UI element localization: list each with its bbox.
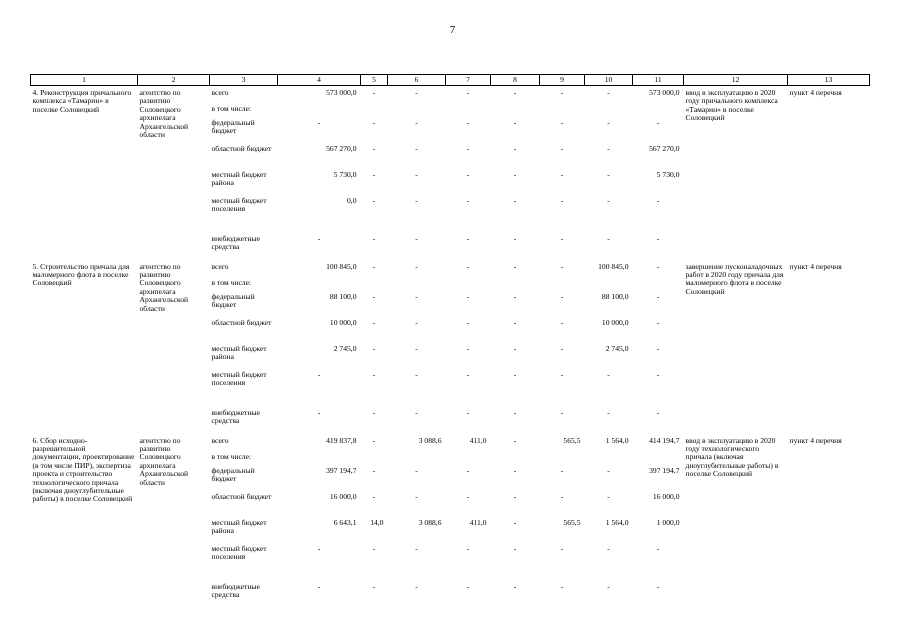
funding-source-label: федеральный бюджет (211, 291, 255, 309)
cell-10: 88 100,0 (601, 291, 629, 301)
cell-10 (585, 278, 633, 292)
cell-10: 100 845,0 (598, 261, 629, 271)
cell-7: - (466, 407, 470, 417)
cell-9: - (560, 491, 564, 501)
cell-4 (278, 452, 361, 466)
project-name: 5. Строительство причала для маломерного флота в поселке Соловецкий (32, 261, 130, 288)
cell-10 (585, 452, 633, 466)
cell-10: - (607, 543, 610, 553)
cell-9: - (560, 369, 564, 379)
budget-table (30, 74, 870, 608)
cell-11: - (656, 581, 660, 591)
cell-6: - (415, 195, 418, 205)
project-agency: агентство по развитию Соловецкого архипелага Архангельской области (139, 261, 189, 313)
cell-7: - (466, 317, 470, 327)
project-reference: пункт 4 перечня (789, 88, 842, 97)
cell-6: - (415, 169, 418, 179)
cell-4: 10 000,0 (329, 317, 357, 327)
cell-6: - (415, 343, 418, 353)
cell-10: - (607, 465, 610, 475)
cell-4: - (317, 543, 321, 553)
cell-4: 88 100,0 (329, 291, 357, 301)
cell-10: 10 000,0 (601, 317, 629, 327)
cell-8: - (513, 88, 517, 97)
cell-11: - (656, 233, 660, 243)
cell-11: - (656, 343, 660, 353)
cell-7: - (466, 169, 470, 179)
cell-11: - (656, 117, 660, 127)
cell-9: 565,5 (563, 517, 581, 527)
cell-8: - (513, 407, 517, 417)
cell-5 (361, 452, 388, 466)
funding-source-label: областной бюджет (211, 491, 272, 501)
cell-9: - (560, 465, 564, 475)
cell-5: - (372, 143, 376, 153)
col-header: 12 (684, 75, 788, 86)
col-header: 9 (540, 75, 585, 86)
cell-9: - (560, 117, 564, 127)
cell-5: - (372, 261, 376, 271)
col-header: 5 (361, 75, 388, 86)
cell-11: 397 194,7 (649, 465, 680, 475)
cell-8: - (513, 233, 517, 243)
cell-7 (446, 104, 491, 118)
col-header: 11 (633, 75, 684, 86)
cell-8: - (513, 195, 517, 205)
cell-10: - (607, 88, 610, 97)
funding-source-label: местный бюджет района (211, 343, 267, 361)
cell-5: - (372, 195, 376, 205)
cell-7: - (466, 465, 470, 475)
cell-11: 573 000,0 (649, 88, 680, 97)
cell-6: - (415, 291, 418, 301)
cell-4: 100 845,0 (326, 261, 357, 271)
cell-10: - (607, 491, 610, 501)
cell-9: - (560, 88, 564, 97)
funding-source-label: в том числе: (211, 451, 252, 461)
cell-7 (446, 452, 491, 466)
col-header: 7 (446, 75, 491, 86)
col-header: 2 (138, 75, 210, 86)
cell-7: - (466, 543, 470, 553)
cell-6 (388, 278, 446, 292)
cell-8: - (513, 543, 517, 553)
cell-4: - (317, 233, 321, 243)
cell-7: 411,0 (469, 517, 487, 527)
cell-9: - (560, 543, 564, 553)
cell-6: - (415, 261, 418, 271)
project-name: 6. Сбор исходно-разрешительной документации, проектирование (в том числе ПИР), экспертиза проекта и строительство технологического причала (включая дноуглубительные работы) в поселке Соловецкий (32, 435, 135, 504)
page-number: 7 (449, 24, 456, 36)
cell-11: 5 730,0 (656, 169, 680, 179)
col-header: 1 (31, 75, 138, 86)
cell-5: 14,0 (370, 517, 384, 527)
cell-10: - (607, 143, 610, 153)
col-header: 6 (388, 75, 446, 86)
cell-8: - (513, 343, 517, 353)
cell-7: - (466, 88, 470, 97)
cell-7: - (466, 233, 470, 243)
cell-6: - (415, 369, 418, 379)
cell-6: 3 088,6 (418, 435, 442, 445)
cell-4: 419 837,8 (326, 435, 357, 445)
project-reference: пункт 4 перечня (789, 261, 842, 271)
cell-9: - (560, 581, 564, 591)
cell-11 (633, 452, 684, 466)
cell-6: - (415, 581, 418, 591)
cell-8: - (513, 317, 517, 327)
funding-source-label: всего (211, 88, 229, 97)
cell-9: 565,5 (563, 435, 581, 445)
cell-7: - (466, 291, 470, 301)
cell-9: - (560, 143, 564, 153)
funding-source-label: всего (211, 261, 229, 271)
cell-9: - (560, 407, 564, 417)
cell-8: - (513, 491, 517, 501)
cell-5: - (372, 317, 376, 327)
cell-11: - (656, 369, 660, 379)
funding-source-label: в том числе: (211, 103, 252, 113)
project-name: 4. Реконструкция причального комплекса «Тамарин» в поселке Соловецкий (32, 88, 132, 114)
cell-4: 6 643,1 (333, 517, 357, 527)
cell-11: 567 270,0 (649, 143, 680, 153)
funding-source-label: в том числе: (211, 277, 252, 287)
funding-source-label: федеральный бюджет (211, 465, 255, 483)
cell-4: 0,0 (347, 195, 357, 205)
cell-5: - (372, 407, 376, 417)
cell-5: - (372, 233, 376, 243)
cell-7 (446, 278, 491, 292)
cell-5 (361, 278, 388, 292)
cell-9: - (560, 291, 564, 301)
cell-8 (491, 278, 540, 292)
cell-8: - (513, 517, 517, 527)
col-header: 3 (210, 75, 278, 86)
cell-4: - (317, 369, 321, 379)
cell-7: - (466, 369, 470, 379)
cell-10: 1 564,0 (605, 435, 629, 445)
cell-5: - (372, 435, 376, 445)
cell-4 (278, 278, 361, 292)
funding-source-label: внебюджетные средства (211, 233, 260, 251)
cell-7: - (466, 143, 470, 153)
cell-4: 567 270,0 (326, 143, 357, 153)
cell-9 (540, 452, 585, 466)
cell-8 (491, 104, 540, 118)
cell-11: - (656, 317, 660, 327)
project-agency: агентство по развитию Соловецкого архипелага Архангельской области (139, 435, 189, 487)
cell-6: - (415, 407, 418, 417)
cell-4: 397 194,7 (326, 465, 357, 475)
cell-6: - (415, 317, 418, 327)
col-header: 8 (491, 75, 540, 86)
cell-5: - (372, 465, 376, 475)
table-row (31, 260, 870, 278)
funding-source-label: местный бюджет поселения (211, 195, 267, 213)
cell-5: - (372, 491, 376, 501)
table-row (31, 434, 870, 452)
cell-4: 573 000,0 (326, 88, 357, 97)
cell-4: 5 730,0 (333, 169, 357, 179)
cell-9 (540, 278, 585, 292)
funding-source-label: областной бюджет (211, 317, 272, 327)
cell-10: - (607, 369, 610, 379)
cell-11: - (656, 407, 660, 417)
project-reference: пункт 4 перечня (789, 435, 842, 445)
project-result: завершение пусконаладочных работ в 2020 году причала для маломерного флота в поселке Соловецкий (685, 261, 784, 296)
cell-6: - (415, 491, 418, 501)
cell-9: - (560, 169, 564, 179)
cell-8: - (513, 465, 517, 475)
cell-11: 1 000,0 (656, 517, 680, 527)
project-result: ввод в эксплуатацию в 2020 году технологического причала (включая дноуглубительные работы) в поселке Соловецкий (685, 435, 779, 479)
funding-source-label: местный бюджет поселения (211, 543, 267, 561)
cell-9: - (560, 195, 564, 205)
cell-8: - (513, 117, 517, 127)
cell-8: - (513, 581, 517, 591)
funding-source-label: внебюджетные средства (211, 581, 260, 599)
cell-4: 16 000,0 (329, 491, 357, 501)
cell-11 (633, 104, 684, 118)
cell-9: - (560, 261, 564, 271)
cell-7: - (466, 581, 470, 591)
project-agency: агентство по развитию Соловецкого архипелага Архангельской области (139, 88, 189, 140)
funding-source-label: местный бюджет района (211, 169, 267, 187)
header-row (31, 75, 870, 86)
cell-9: - (560, 317, 564, 327)
funding-source-label: местный бюджет района (211, 517, 267, 535)
project-result: ввод в эксплуатацию в 2020 году причального комплекса «Тамарин» в поселке Соловецкий (685, 88, 778, 123)
cell-8: - (513, 143, 517, 153)
cell-8: - (513, 369, 517, 379)
cell-6: - (415, 233, 418, 243)
cell-5: - (372, 581, 376, 591)
cell-10: 1 564,0 (605, 517, 629, 527)
cell-10 (585, 104, 633, 118)
cell-4: - (317, 117, 321, 127)
cell-10: - (607, 117, 610, 127)
cell-6 (388, 104, 446, 118)
cell-11: - (656, 195, 660, 205)
cell-4 (278, 104, 361, 118)
cell-9: - (560, 233, 564, 243)
cell-11: - (656, 543, 660, 553)
cell-5 (361, 104, 388, 118)
cell-10: - (607, 169, 610, 179)
cell-7: 411,0 (469, 435, 487, 445)
cell-6: 3 088,6 (418, 517, 442, 527)
cell-11 (633, 278, 684, 292)
cell-5: - (372, 169, 376, 179)
col-header: 4 (278, 75, 361, 86)
cell-11: 414 194,7 (649, 435, 680, 445)
funding-source-label: внебюджетные средства (211, 407, 260, 425)
cell-8: - (513, 169, 517, 179)
cell-4: 2 745,0 (333, 343, 357, 353)
funding-source-label: местный бюджет поселения (211, 369, 267, 387)
cell-5: - (372, 369, 376, 379)
cell-5: - (372, 88, 376, 97)
cell-11: - (656, 261, 660, 271)
cell-7: - (466, 491, 470, 501)
cell-9: - (560, 343, 564, 353)
cell-11: 16 000,0 (652, 491, 680, 501)
cell-6: - (415, 543, 418, 553)
cell-7: - (466, 117, 470, 127)
cell-8: - (513, 435, 517, 445)
cell-5: - (372, 117, 376, 127)
cell-7: - (466, 261, 470, 271)
cell-5: - (372, 343, 376, 353)
funding-source-label: всего (211, 435, 229, 445)
cell-8: - (513, 291, 517, 301)
cell-10: - (607, 407, 610, 417)
cell-10: - (607, 581, 610, 591)
cell-6 (388, 452, 446, 466)
cell-7: - (466, 195, 470, 205)
cell-4: - (317, 407, 321, 417)
cell-8: - (513, 261, 517, 271)
cell-6: - (415, 465, 418, 475)
cell-6: - (415, 117, 418, 127)
table-row (31, 86, 870, 104)
cell-8 (491, 452, 540, 466)
cell-10: - (607, 233, 610, 243)
cell-9 (540, 104, 585, 118)
cell-6: - (415, 143, 418, 153)
cell-11: - (656, 291, 660, 301)
cell-5: - (372, 543, 376, 553)
col-header: 10 (585, 75, 633, 86)
col-header: 13 (788, 75, 870, 86)
cell-10: - (607, 195, 610, 205)
cell-10: 2 745,0 (605, 343, 629, 353)
cell-7: - (466, 343, 470, 353)
cell-5: - (372, 291, 376, 301)
funding-source-label: областной бюджет (211, 143, 272, 153)
funding-source-label: федеральный бюджет (211, 117, 255, 135)
cell-4: - (317, 581, 321, 591)
cell-6: - (415, 88, 418, 97)
